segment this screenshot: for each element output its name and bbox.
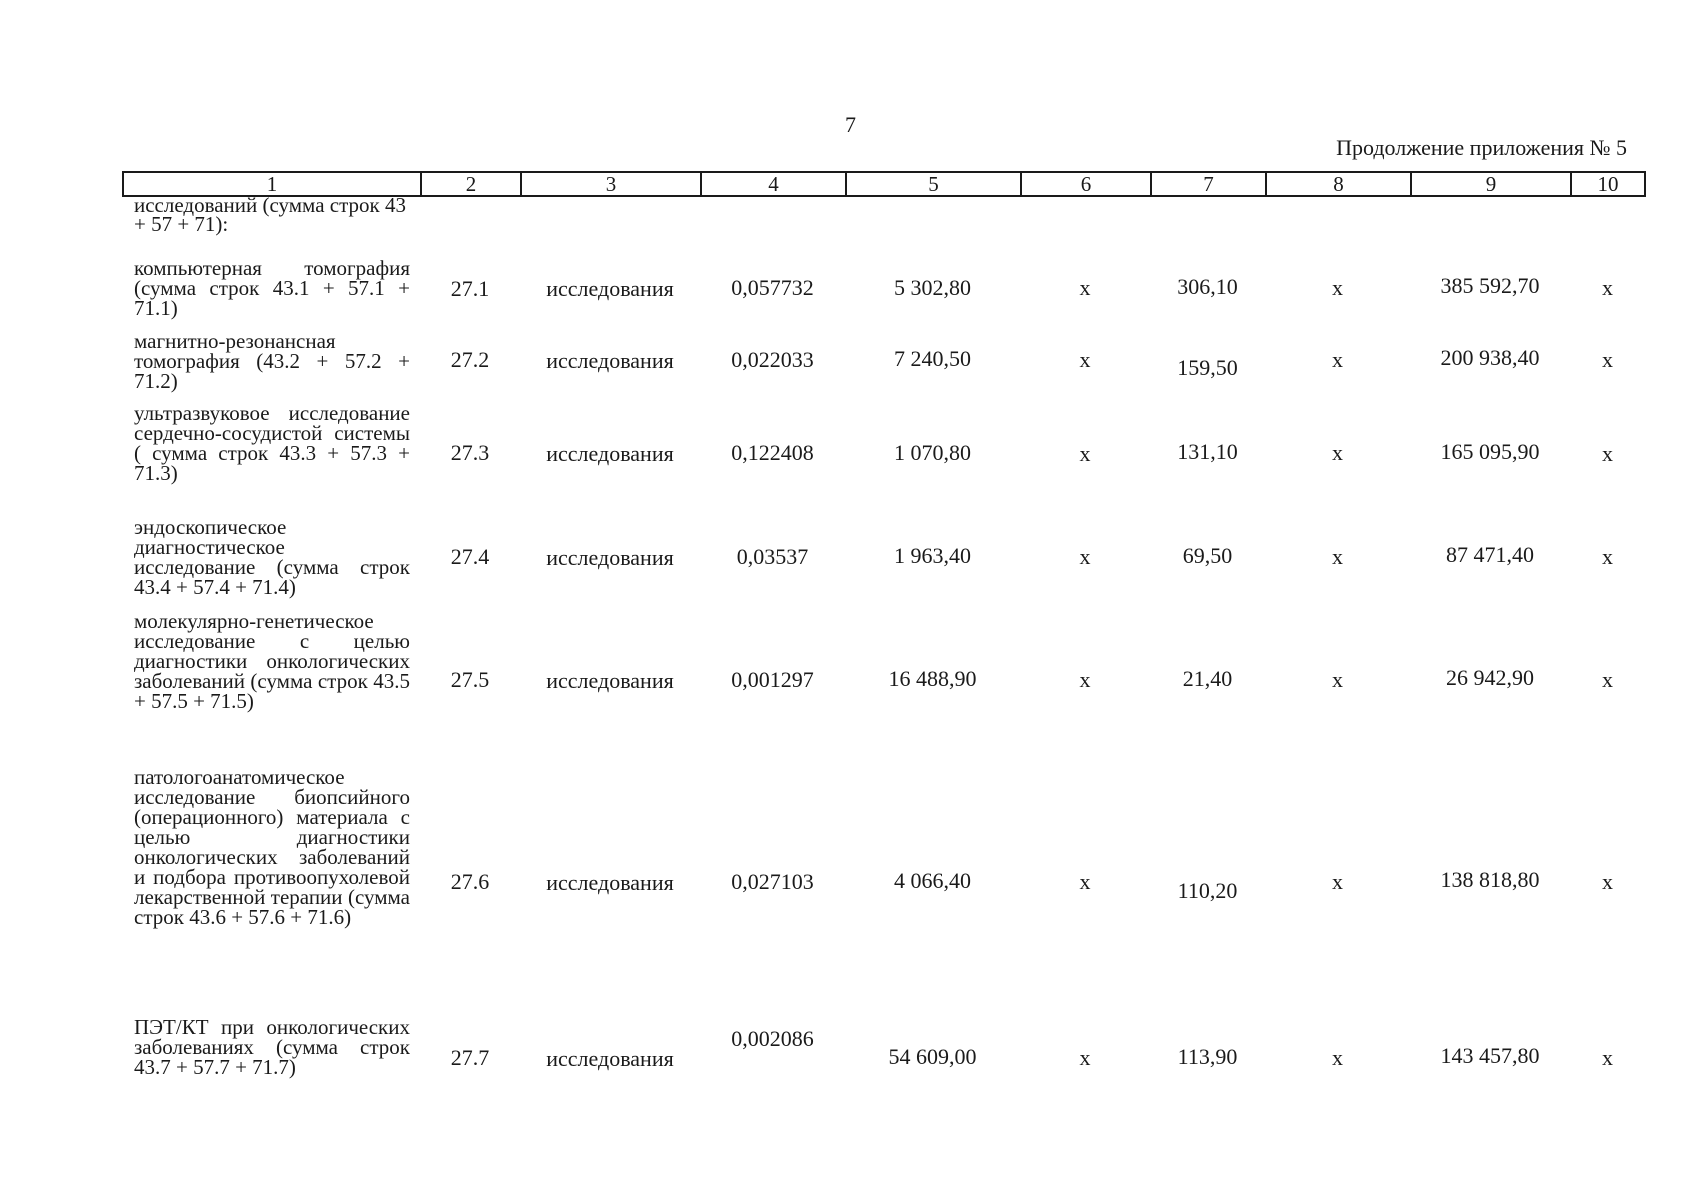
row-col10: х [1602, 544, 1613, 569]
row-col7: 69,50 [1182, 543, 1233, 568]
row-unit: исследования [546, 668, 674, 693]
row-cost: 1 963,40 [894, 543, 971, 568]
row-unit: исследования [546, 441, 674, 466]
row-col9: 138 818,80 [1440, 867, 1540, 892]
row-col10: х [1602, 869, 1613, 894]
column-header: 8 [1266, 172, 1411, 196]
row-norm: 0,122408 [731, 440, 814, 465]
row-number: 27.2 [450, 347, 490, 372]
row-col10: х [1602, 667, 1613, 692]
row-unit: исследования [546, 1046, 674, 1071]
row-col6: х [1079, 1045, 1091, 1070]
row-col10: х [1602, 1045, 1613, 1070]
row-col6: х [1079, 275, 1091, 300]
row-cost: 1 070,80 [894, 440, 971, 465]
row-col8: х [1332, 544, 1343, 569]
row-norm: 0,002086 [731, 1026, 814, 1051]
row-col8: х [1332, 869, 1343, 894]
row-number: 27.7 [450, 1045, 490, 1070]
row-norm: 0,057732 [731, 275, 814, 300]
row-col8: х [1332, 275, 1343, 300]
column-header: 10 [1571, 172, 1645, 196]
row-cost: 7 240,50 [894, 346, 971, 371]
row-number: 27.6 [450, 869, 490, 894]
column-header: 7 [1151, 172, 1266, 196]
column-header: 6 [1021, 172, 1151, 196]
column-header: 2 [421, 172, 521, 196]
row-col9: 200 938,40 [1440, 345, 1540, 370]
row-name: эндоскопическое диагностическое исследование (сумма строк 43.4 + 57.4 + 71.4) [134, 515, 410, 599]
row-number: 27.5 [450, 667, 490, 692]
row-col10: х [1602, 441, 1613, 466]
row-col9: 165 095,90 [1440, 439, 1540, 464]
row-number: 27.3 [450, 440, 490, 465]
column-header: 1 [123, 172, 421, 196]
row-name: патологоанатомическое исследование биопсийного (операционного) материала с целью диагностики онкологических заболеваний и подбора противоопухолевой лекарственной терапии (сумма строк 43.6 + 57.6 + 71.6) [134, 765, 410, 929]
row-col7: 131,10 [1177, 439, 1238, 464]
column-header: 5 [846, 172, 1021, 196]
row-number: 27.4 [450, 544, 490, 569]
intro-text: исследований (сумма строк 43 + 57 + 71): [134, 193, 406, 236]
row-col9: 385 592,70 [1440, 273, 1540, 298]
row-unit: исследования [546, 348, 674, 373]
row-cost: 54 609,00 [888, 1044, 977, 1069]
row-name: ультразвуковое исследование сердечно-сосудистой системы ( сумма строк 43.3 + 57.3 + 71.3) [134, 401, 410, 485]
row-col6: х [1079, 544, 1091, 569]
row-col6: х [1079, 869, 1091, 894]
row-col8: х [1332, 347, 1343, 372]
row-unit: исследования [546, 545, 674, 570]
row-unit: исследования [546, 276, 674, 301]
row-name: магнитно-резонансная томография (43.2 + 57.2 + 71.2) [134, 329, 410, 393]
row-col9: 143 457,80 [1440, 1043, 1540, 1068]
row-col6: х [1079, 347, 1091, 372]
row-col7: 306,10 [1177, 274, 1238, 299]
row-col7: 21,40 [1182, 666, 1233, 691]
row-col7: 159,50 [1177, 355, 1238, 380]
row-cost: 4 066,40 [894, 868, 971, 893]
row-col9: 87 471,40 [1446, 542, 1534, 567]
row-norm: 0,022033 [731, 347, 814, 372]
row-norm: 0,03537 [736, 544, 809, 569]
row-col8: х [1332, 1045, 1343, 1070]
row-name: ПЭТ/КТ при онкологических заболеваниях (сумма строк 43.7 + 57.7 + 71.7) [134, 1015, 410, 1079]
row-cost: 16 488,90 [888, 666, 977, 691]
row-name: компьютерная томография (сумма строк 43.1 + 57.1 + 71.1) [134, 256, 410, 320]
row-unit: исследования [546, 870, 674, 895]
column-header: 4 [701, 172, 846, 196]
column-header: 3 [521, 172, 701, 196]
continuation-label: Продолжение приложения № 5 [1336, 135, 1627, 160]
row-name: молекулярно-генетическое исследование с целью диагностики онкологических заболеваний (сумма строк 43.5 + 57.5 + 71.5) [134, 609, 410, 713]
row-norm: 0,027103 [731, 869, 814, 894]
row-col7: 110,20 [1177, 878, 1238, 903]
row-norm: 0,001297 [731, 667, 814, 692]
row-col10: х [1602, 275, 1613, 300]
row-col6: х [1079, 441, 1091, 466]
column-header: 9 [1411, 172, 1571, 196]
row-col10: х [1602, 347, 1613, 372]
row-col8: х [1332, 440, 1343, 465]
row-number: 27.1 [450, 276, 490, 301]
row-col6: х [1079, 667, 1091, 692]
page-number: 7 [845, 112, 856, 137]
row-col9: 26 942,90 [1446, 665, 1534, 690]
row-col8: х [1332, 667, 1343, 692]
row-col7: 113,90 [1177, 1044, 1238, 1069]
row-cost: 5 302,80 [894, 275, 971, 300]
